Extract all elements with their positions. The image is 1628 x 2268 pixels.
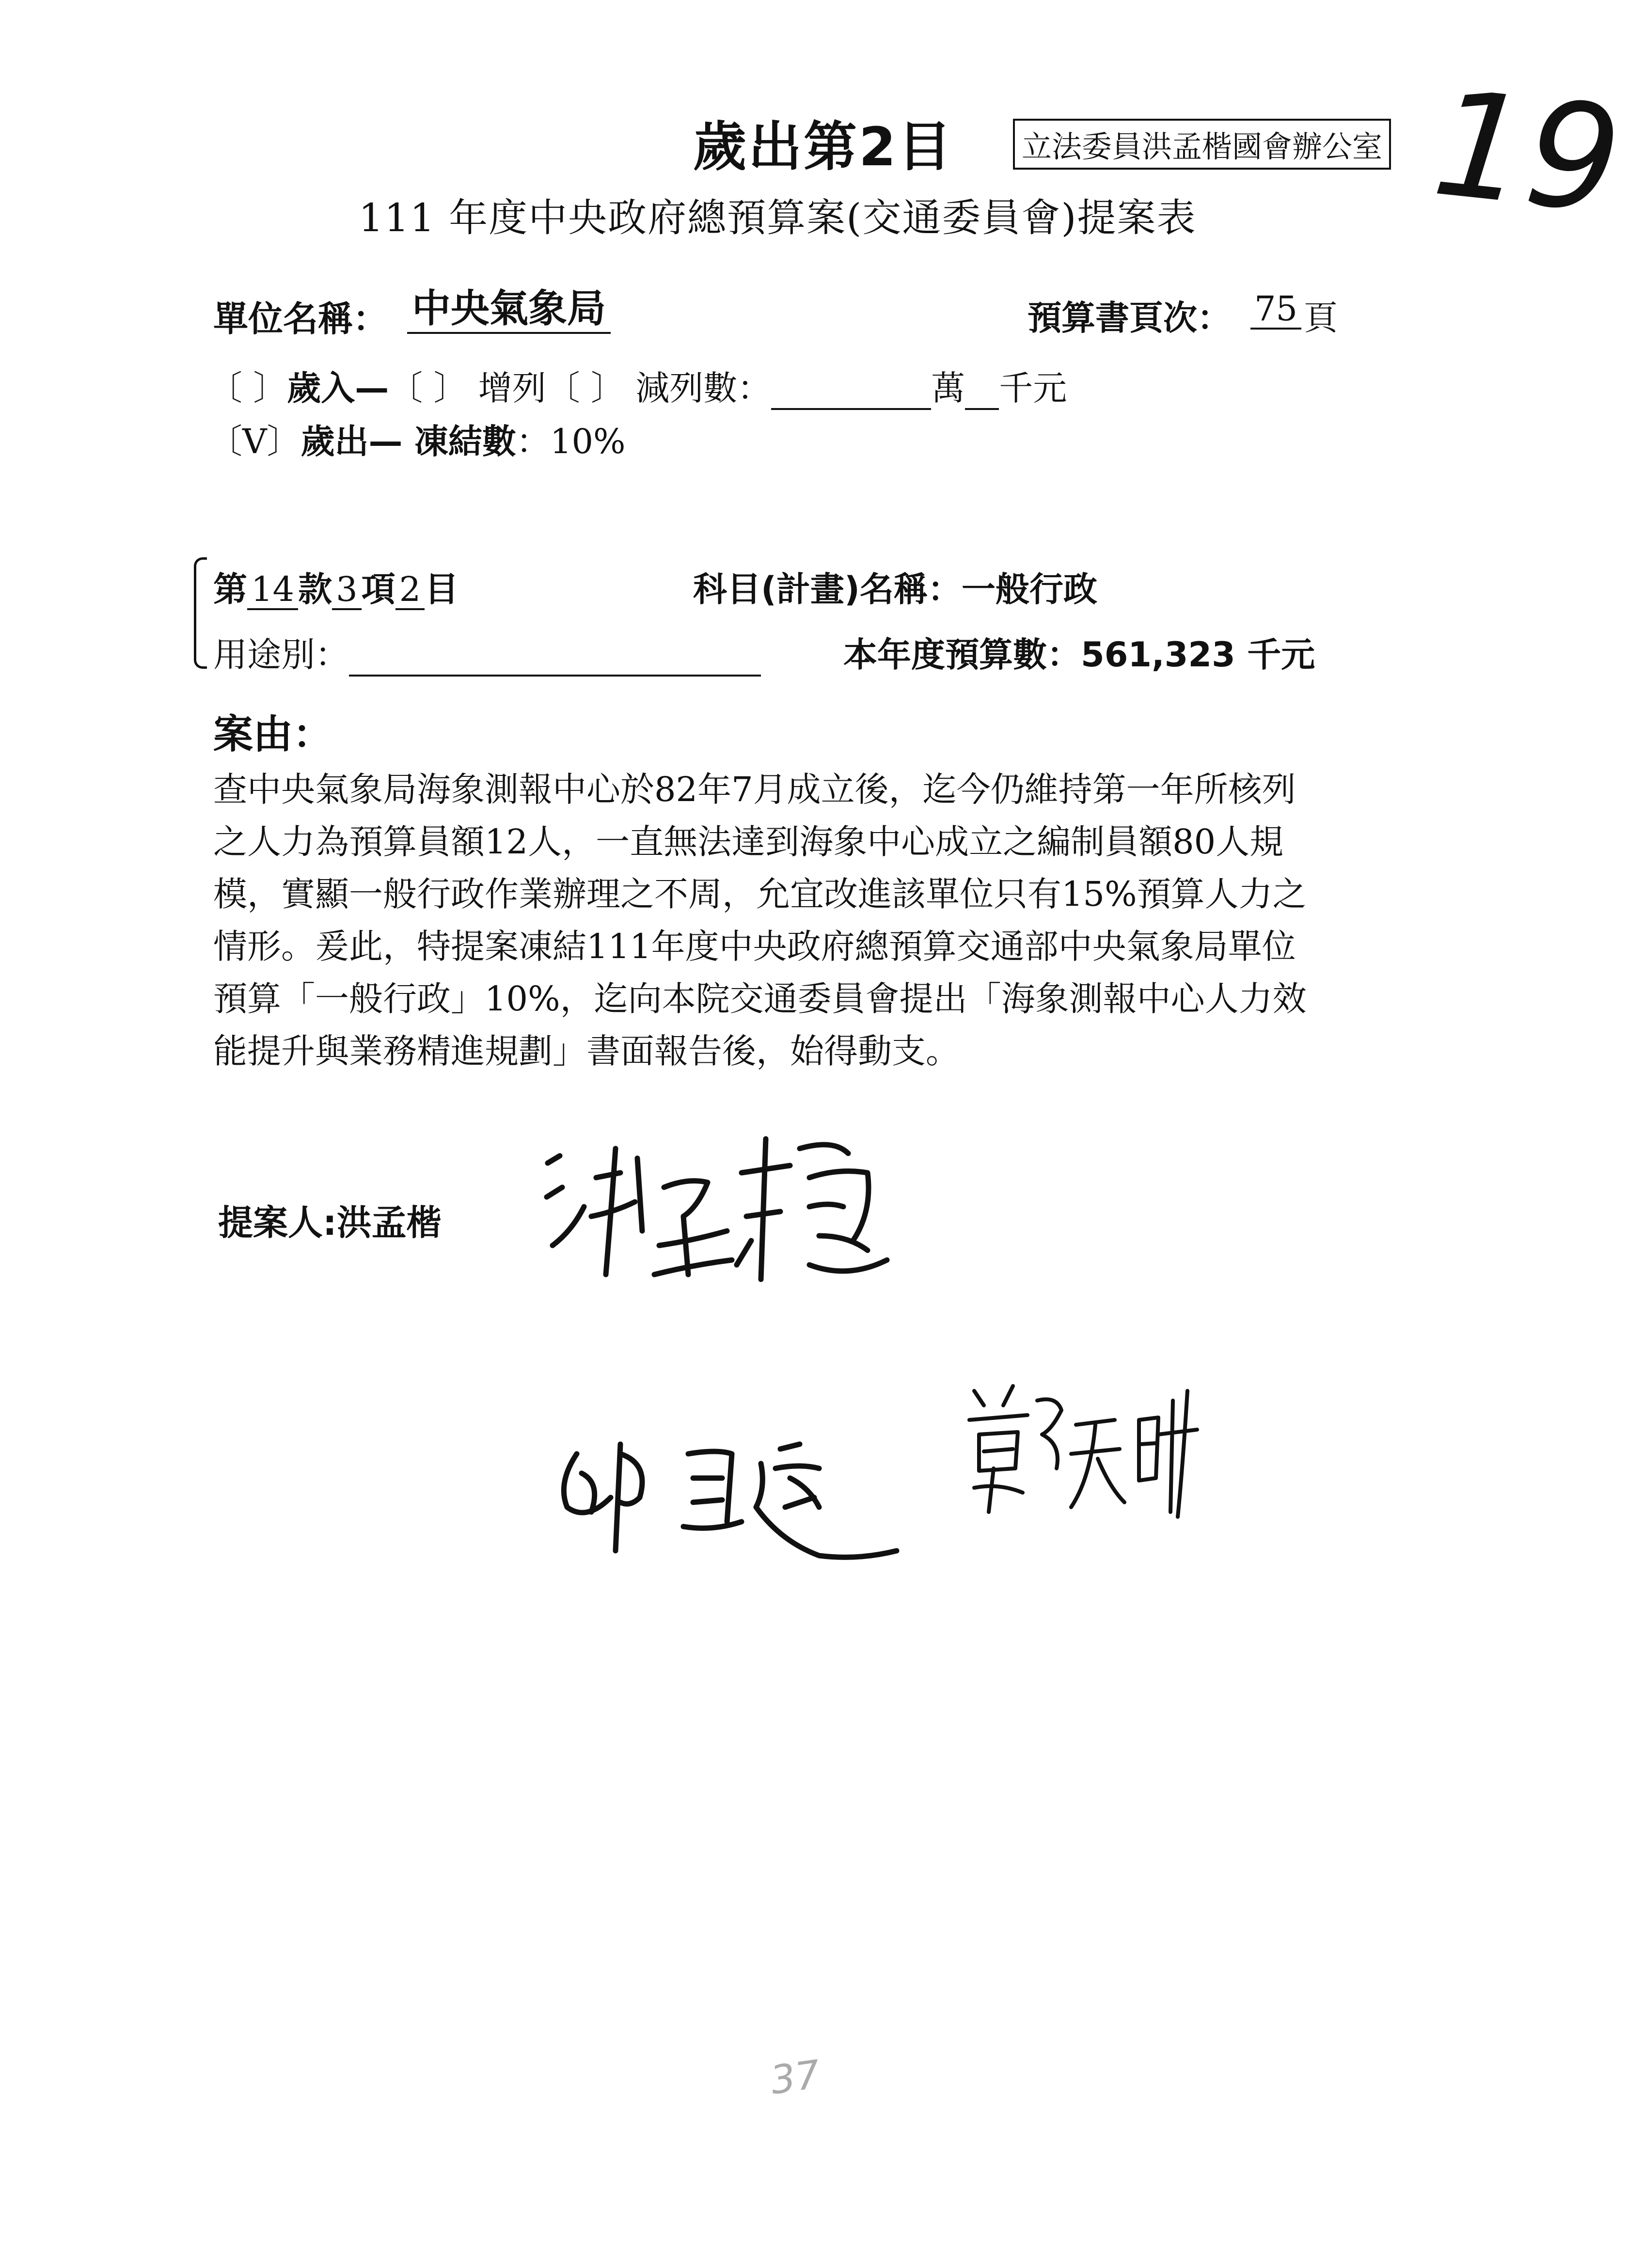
usage-blank [349,635,761,677]
budget-label: 本年度預算數 [843,635,1047,675]
decrease-blank-thousand [965,368,999,410]
reason-line: 模，實顯一般行政作業辦理之不周，允宜改進該單位只有15%預算人力之 [213,874,1307,914]
xiang-number: 3 [332,571,362,610]
reason-line: 查中央氣象局海象測報中心於82年7月成立後，迄今仍維持第一年所核列 [213,770,1296,809]
mu-label: 目 [425,569,459,609]
page-label: 預算書頁次： [1027,298,1231,338]
reason-line: 情形。爰此，特提案凍結111年度中央政府總預算交通部中央氣象局單位 [213,927,1296,966]
reason-heading: 案由： [213,711,333,757]
expense-line [208,414,626,463]
page-value [1250,289,1301,330]
unit-value [407,286,611,334]
unit-label: 單位名稱： [213,299,388,339]
page-suffix: 頁 [1304,298,1338,338]
expense-label: 歲出— 凍結數 [300,422,516,461]
thousand-label: 千元 [999,368,1067,408]
usage-line [213,628,761,677]
revenue-line [208,361,1067,410]
section-di: 第 [213,569,247,609]
subject-value: 一般行政 [961,569,1097,609]
decrease-label: 〔 〕 減列數： [546,368,772,408]
page-number-handwritten: 19 [1426,59,1628,246]
revenue-checkbox: 〔 〕 [208,368,287,408]
kuan-label: 款 [298,569,332,609]
footer-note: 37 [768,2051,823,2103]
office-stamp [1013,119,1391,170]
usage-label: 用途別： [213,635,349,675]
subject-line [693,562,1097,611]
section-bracket [194,557,207,669]
form-title: 111 年度中央政府總預算案(交通委員會)提案表 [359,195,1197,240]
kuan-number: 14 [247,571,298,610]
stamp-title: 歲出第2目 [693,116,953,178]
reason-line: 能提升與業務精進規劃」書面報告後，始得動支。 [213,1031,960,1071]
section-line [213,562,458,611]
reason-line: 之人力為預算員額12人，一直無法達到海象中心成立之編制員額80人規 [213,822,1284,862]
unit-value-text: 中央氣象局 [407,287,611,334]
revenue-label: 歲入— [287,368,389,408]
reason-body [213,763,1307,1077]
wan-label: 萬 [931,368,965,408]
decrease-blank-wan [771,368,931,410]
budget-line [843,628,1315,677]
reason-line: 預算「一般行政」10%，迄向本院交通委員會提出「海象測報中心人力效 [213,979,1307,1019]
office-stamp-text: 立法委員洪孟楷國會辦公室 [1022,129,1383,164]
mu-number: 2 [395,571,425,610]
proposer-label: 提案人:洪孟楷 [218,1202,442,1243]
page-value-text: 75 [1250,290,1301,330]
signature-hong [538,1119,974,1294]
increase-label: 〔 〕 增列 [389,368,546,408]
signature-cheng [955,1371,1226,1531]
freeze-value: ：10% [516,422,626,461]
signature-chiu [548,1425,945,1570]
expense-checkbox: 〔V〕 [208,422,301,461]
xiang-label: 項 [361,569,395,609]
budget-value: ：561,323 千元 [1047,635,1315,675]
subject-label: 科目(計畫)名稱： [693,569,962,609]
